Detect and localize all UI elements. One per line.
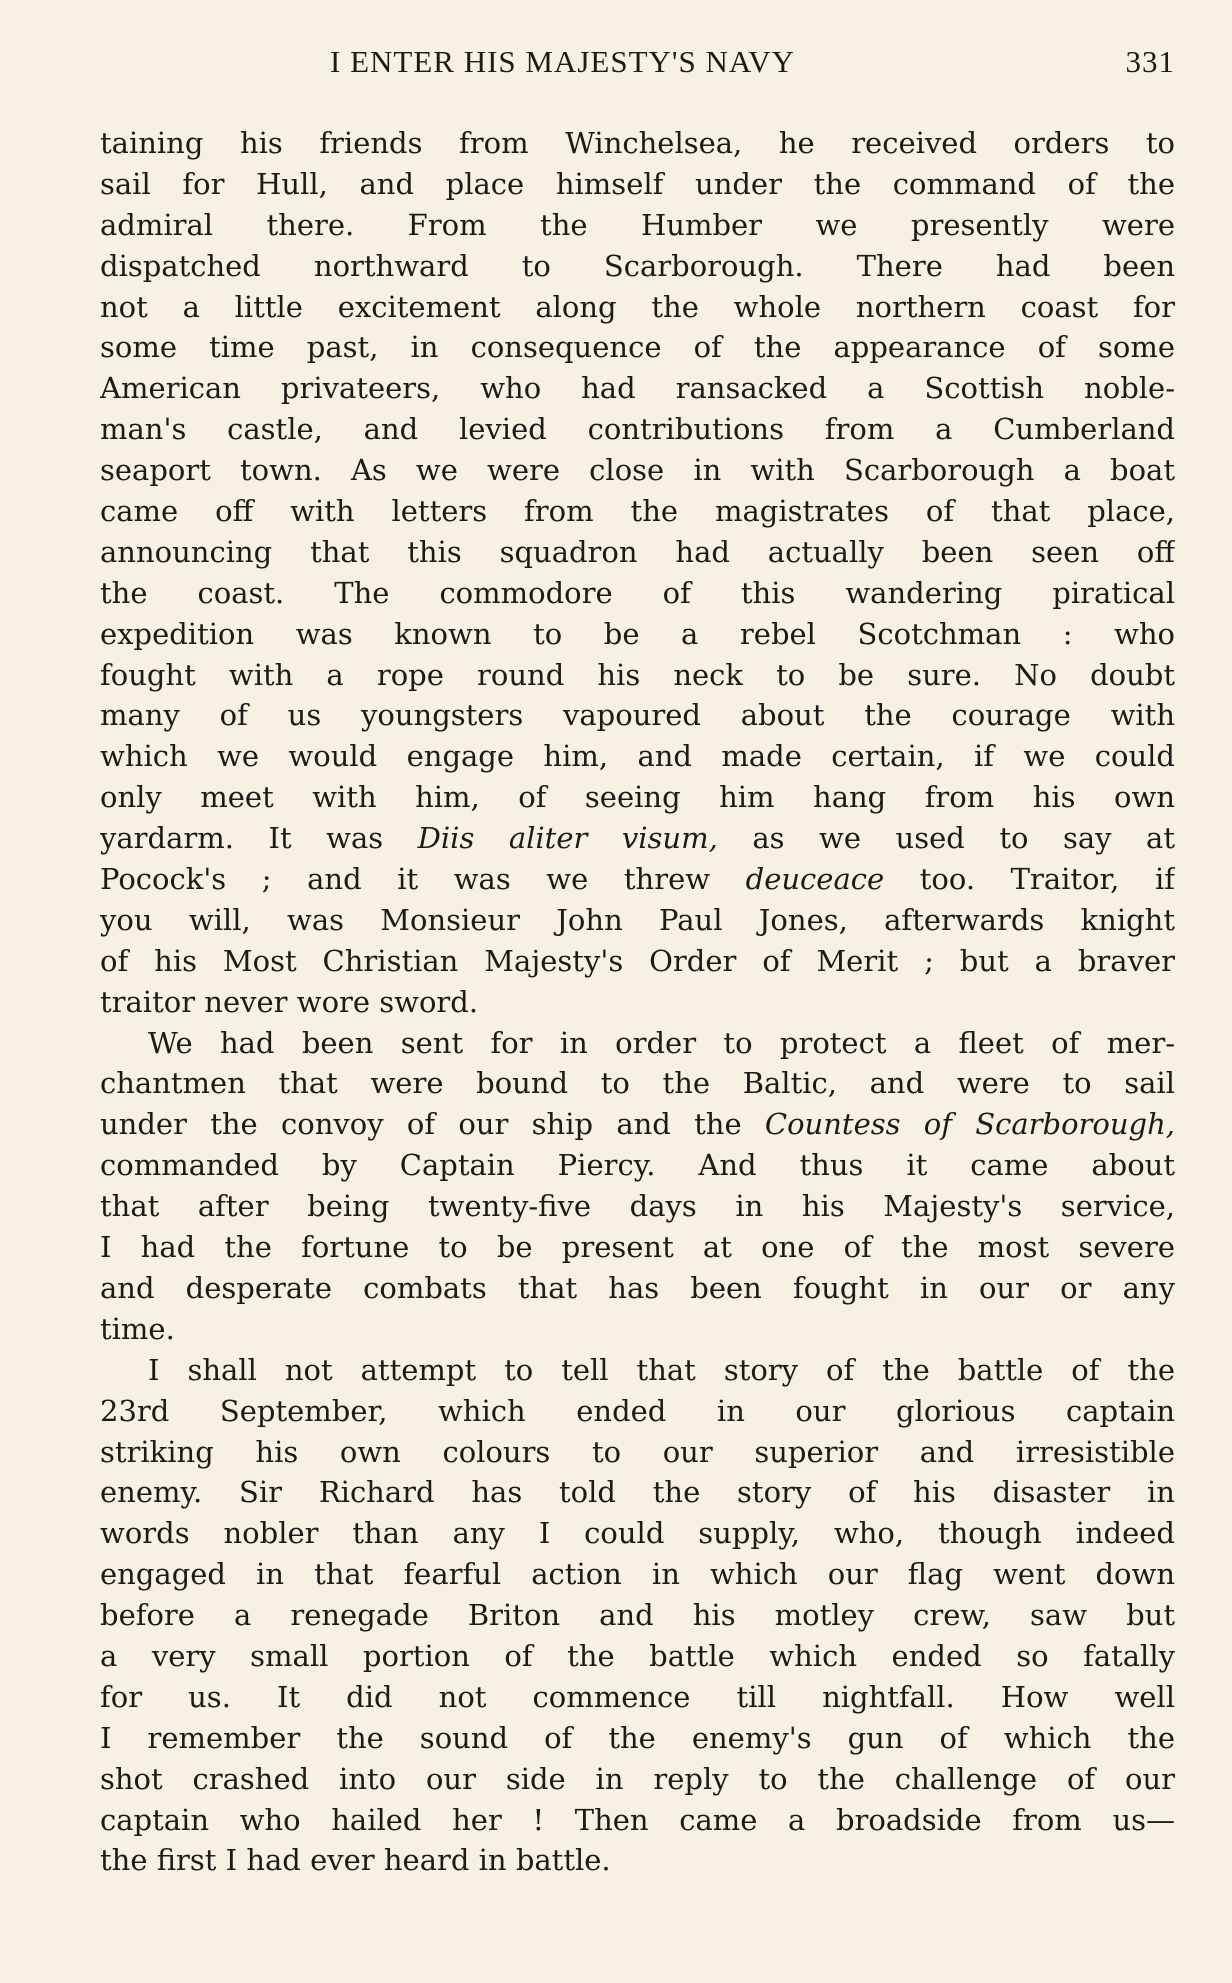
text-line: not a little excitement along the whole northern coast for	[100, 289, 1175, 324]
text-line: dispatched northward to Scarborough. There had been	[100, 248, 1175, 283]
line-text: Pocock's ; and it was we threw	[100, 862, 746, 897]
text-line: 23rd September, which ended in our glorious captain	[100, 1393, 1175, 1428]
text-line: before a renegade Briton and his motley crew, saw but	[100, 1598, 1175, 1633]
text-line: expedition was known to be a rebel Scotchman : who	[100, 616, 1175, 651]
chapter-title: I ENTER HIS MAJESTY'S NAVY	[330, 44, 796, 79]
text-line: time.	[100, 1311, 175, 1346]
text-line	[100, 1104, 1175, 1145]
text-line: for us. It did not commence till nightfall. How well	[100, 1679, 1175, 1714]
text-line: American privateers, who had ransacked a Scottish noble-	[100, 371, 1175, 406]
page-number: 331	[1125, 44, 1175, 79]
text-line: I had the fortune to be present at one of the most severe	[100, 1230, 1175, 1265]
text-line: commanded by Captain Piercy. And thus it came about	[100, 1148, 1175, 1183]
line-text: too. Traitor, if	[884, 862, 1175, 897]
line-text: as we used to say at	[717, 821, 1175, 856]
text-line: engaged in that fearful action in which our flag went down	[100, 1557, 1175, 1592]
text-line: sail for Hull, and place himself under the command of the	[100, 166, 1175, 201]
text-line: I shall not attempt to tell that story of the battle of the	[148, 1352, 1175, 1387]
text-line: striking his own colours to our superior and irresistible	[100, 1434, 1175, 1469]
text-line: came off with letters from the magistrates of that place,	[100, 494, 1175, 529]
text-body	[100, 123, 1175, 1881]
text-line: We had been sent for in order to protect a fleet of mer-	[148, 1025, 1175, 1060]
text-line: admiral there. From the Humber we presently were	[100, 207, 1175, 242]
italic-phrase: Countess of Scarborough,	[764, 1107, 1175, 1142]
text-line: many of us youngsters vapoured about the courage with	[100, 698, 1175, 733]
text-line: traitor never wore sword.	[100, 984, 479, 1019]
text-line: fought with a rope round his neck to be sure. No doubt	[100, 657, 1175, 692]
text-line: that after being twenty-five days in his Majesty's service,	[100, 1189, 1175, 1224]
italic-phrase: deuceace	[745, 862, 885, 897]
text-line: enemy. Sir Richard has told the story of his disaster in	[100, 1475, 1175, 1510]
text-line: I remember the sound of the enemy's gun of which the	[100, 1720, 1175, 1755]
text-line: a very small portion of the battle which ended so fatally	[100, 1638, 1175, 1673]
text-line: the coast. The commodore of this wandering piratical	[100, 575, 1175, 610]
text-line: announcing that this squadron had actually been seen off	[100, 534, 1175, 569]
text-line: seaport town. As we were close in with Scarborough a boat	[100, 453, 1175, 488]
text-line	[100, 818, 1175, 859]
text-line: of his Most Christian Majesty's Order of Merit ; but a braver	[100, 943, 1175, 978]
running-head	[100, 44, 1175, 88]
text-line	[100, 859, 1175, 900]
text-line: and desperate combats that has been fought in our or any	[100, 1270, 1175, 1305]
line-text: yardarm. It was	[100, 821, 418, 856]
text-line: man's castle, and levied contributions from a Cumberland	[100, 412, 1175, 447]
text-line: shot crashed into our side in reply to the challenge of our	[100, 1761, 1175, 1796]
text-line: only meet with him, of seeing him hang from his own	[100, 780, 1175, 815]
text-line: chantmen that were bound to the Baltic, and were to sail	[100, 1066, 1175, 1101]
text-line: which we would engage him, and made certain, if we could	[100, 739, 1175, 774]
text-line: the first I had ever heard in battle.	[100, 1843, 611, 1878]
line-text: under the convoy of our ship and the	[100, 1107, 765, 1142]
text-line: you will, was Monsieur John Paul Jones, afterwards knight	[100, 902, 1175, 937]
text-line: some time past, in consequence of the appearance of some	[100, 330, 1175, 365]
text-line: words nobler than any I could supply, who, though indeed	[100, 1516, 1175, 1551]
text-line: captain who hailed her ! Then came a broadside from us—	[100, 1802, 1175, 1837]
italic-phrase: Diis aliter visum,	[417, 821, 718, 856]
text-line: taining his friends from Winchelsea, he received orders to	[100, 126, 1175, 160]
